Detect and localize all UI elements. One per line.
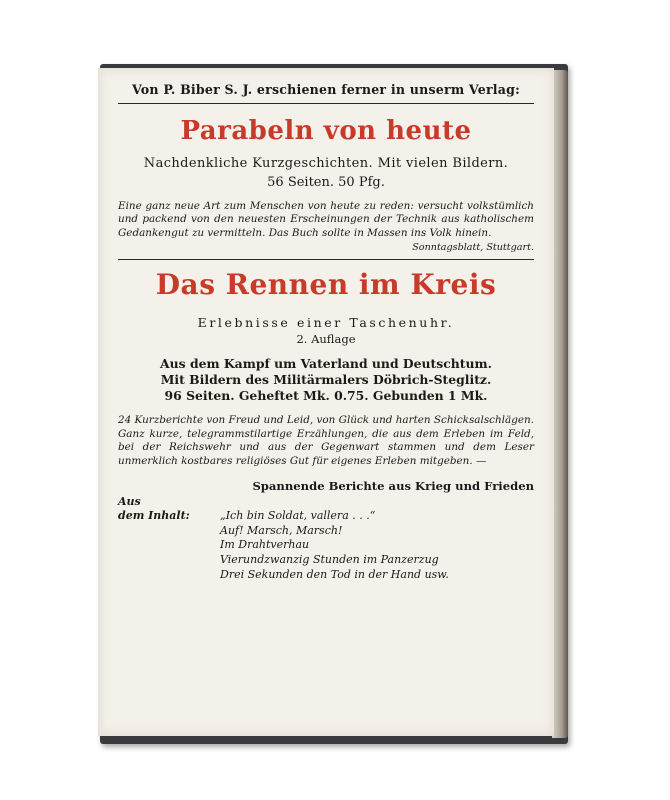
list-item: Vierundzwanzig Stunden im Panzerzug	[220, 552, 439, 566]
list-item: Auf! Marsch, Marsch!	[220, 523, 343, 537]
book1-title: Parabeln von heute	[180, 116, 472, 146]
contents-items	[220, 495, 534, 583]
book2-title: Das Rennen im Kreis	[155, 268, 497, 302]
book2-reports-heading: Spannende Berichte aus Krieg und Frieden	[252, 478, 534, 493]
book2-info-line: 96 Seiten. Geheftet Mk. 0.75. Gebunden 1 Mk.	[164, 388, 488, 404]
book1-subtitle: Nachdenkliche Kurzgeschichten. Mit vielen Bildern.	[143, 156, 509, 171]
publisher-line: Von P. Biber S. J. erschienen ferner in unserm Verlag:	[131, 82, 520, 97]
book2-contents	[118, 495, 534, 583]
contents-spacer	[220, 495, 534, 510]
book2-info	[118, 356, 534, 404]
book2-description: 24 Kurzberichte von Freud und Leid, von Glück und harten Schicksalschlägen. Ganz kurze, telegrammstilartige Erzählungen, die aus dem Erleben im Feld, bei der Reichswehr und aus der Gegenwart stammen und dem Leser unmerklich kostbares religiöses Gut für eigenes Erleben mitgeben. —	[118, 414, 534, 467]
contents-label-line: dem Inhalt:	[118, 509, 190, 523]
list-item: Im Drahtverhau	[220, 538, 310, 552]
book2-info-line: Mit Bildern des Militärmalers Döbrich-Steglitz.	[160, 372, 492, 388]
contents-label	[118, 495, 210, 524]
book-spine-edge	[552, 70, 568, 738]
list-item: Drei Sekunden den Tod in der Hand usw.	[220, 567, 449, 581]
book2-info-line: Aus dem Kampf um Vaterland und Deutschtum.	[160, 356, 492, 372]
contents-label-line: Aus	[118, 494, 141, 508]
list-item: „Ich bin Soldat, vallera . . .“	[220, 509, 376, 523]
header-rule	[118, 103, 534, 104]
book1-review: Eine ganz neue Art zum Menschen von heute zu reden: versucht volkstümlich und packend von den neuesten Erscheinungen der Technik aus katholischem Gedankengut zu vermitteln. Das Buch sollte in Massen ins Volk hinein.	[118, 200, 534, 239]
book-page	[98, 68, 554, 736]
section-rule	[118, 259, 534, 260]
book2-edition: 2. Auflage	[296, 332, 356, 347]
book1-review-source: Sonntagsblatt, Stuttgart.	[412, 242, 534, 254]
page-content	[118, 68, 534, 582]
book1-details: 56 Seiten. 50 Pfg.	[267, 175, 385, 190]
book2-subtitle: Erlebnisse einer Taschenuhr.	[197, 315, 455, 331]
